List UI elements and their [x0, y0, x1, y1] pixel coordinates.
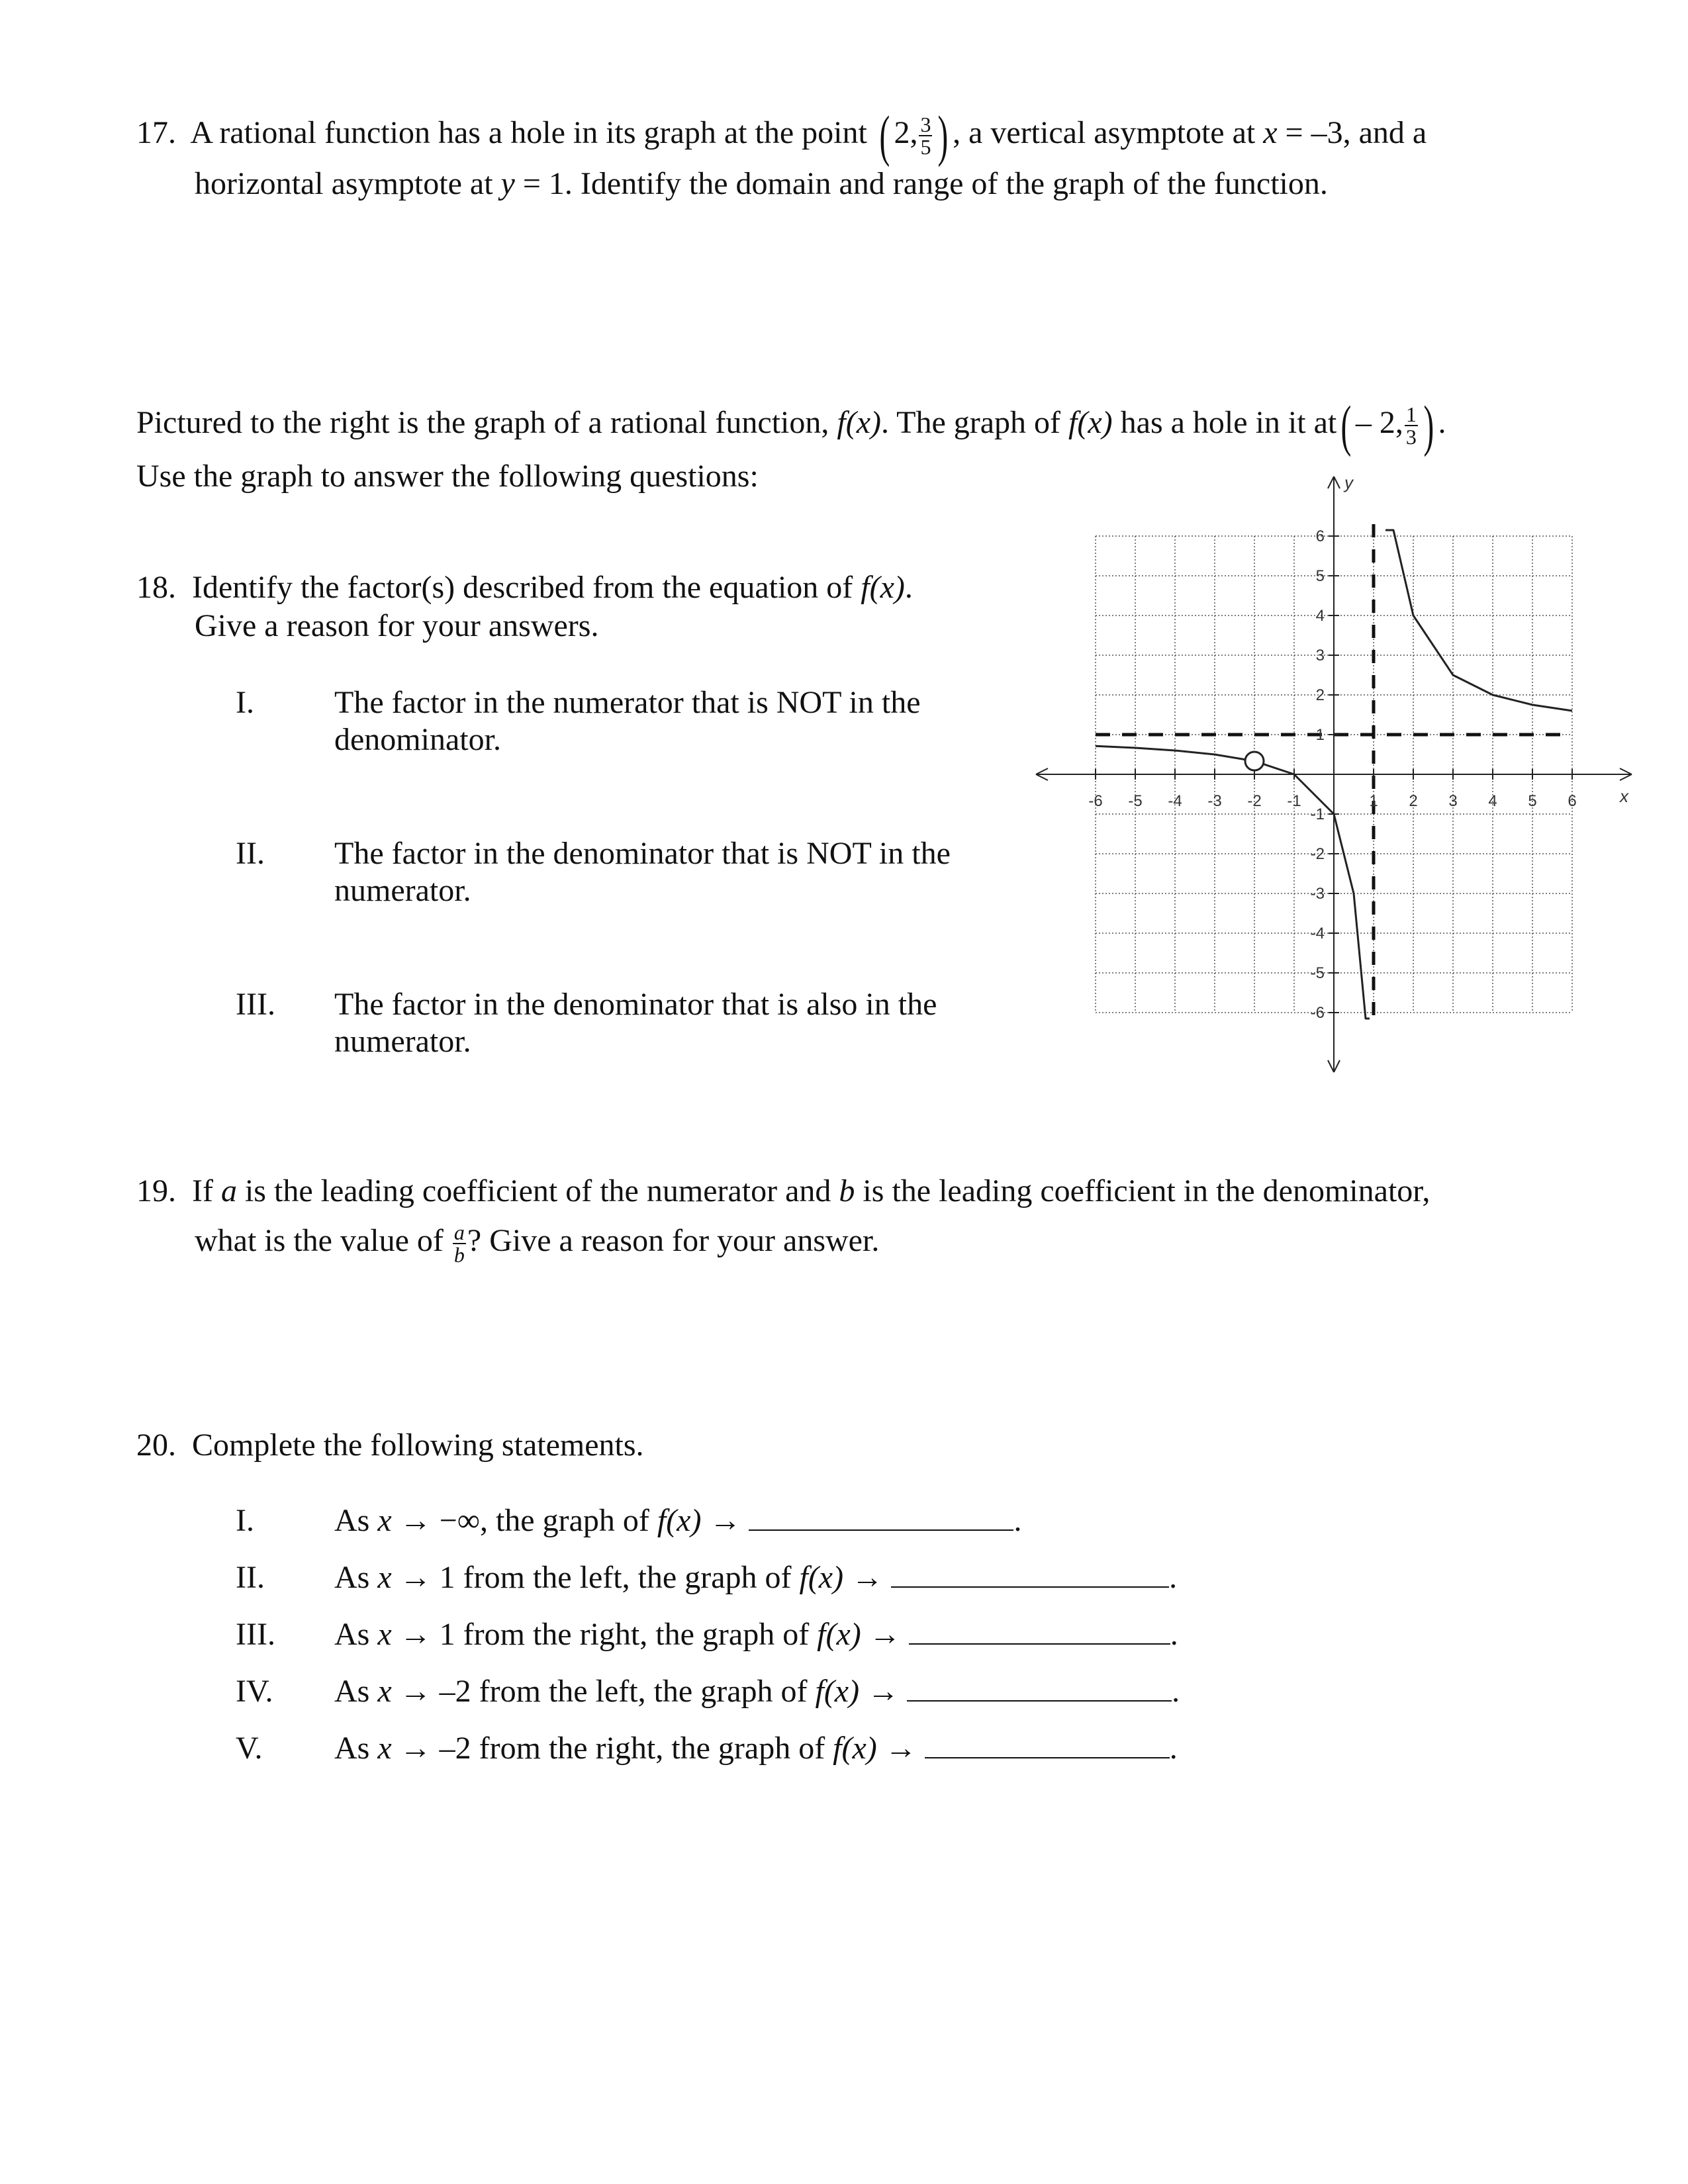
x-tick-label: 5: [1528, 792, 1537, 810]
q20-item-2: As x → 1 from the left, the graph of f(x) → .: [334, 1560, 1178, 1595]
hole-open-circle: [1245, 752, 1264, 770]
y-tick-label: -1: [1310, 805, 1325, 823]
y-tick-label: 4: [1315, 607, 1325, 625]
x-tick-label: -1: [1287, 792, 1301, 810]
q20-item-5-roman: V.: [236, 1731, 263, 1766]
q18-item-1-roman: I.: [236, 685, 254, 720]
q18-item-1-line1: The factor in the numerator that is NOT in the: [334, 685, 921, 720]
x-tick-label: -4: [1168, 792, 1182, 810]
x-tick-label: 3: [1448, 792, 1458, 810]
q20-title-line: 20. Complete the following statements.: [136, 1428, 644, 1463]
q20-item-4: As x → –2 from the left, the graph of f(x) → .: [334, 1674, 1180, 1709]
q20-item-1: As x → −∞, the graph of f(x) → .: [334, 1503, 1022, 1538]
y-tick-label: 6: [1315, 527, 1325, 545]
q18-item-3-roman: III.: [236, 987, 275, 1022]
answer-blank-1[interactable]: [749, 1503, 1013, 1531]
q20-item-3: As x → 1 from the right, the graph of f(x) → .: [334, 1617, 1178, 1652]
intro-line1: Pictured to the right is the graph of a rational function, f(x). The graph of f(x) has a hole in it at( – 2, $\frac{1}{3}$ ) .: [136, 394, 1446, 457]
q18-item-2-roman: II.: [236, 836, 265, 871]
intro-line2: Use the graph to answer the following questions:: [136, 459, 759, 494]
y-tick-label: 3: [1315, 647, 1325, 664]
q17-number: 17.: [136, 115, 176, 151]
x-tick-label: 1: [1369, 792, 1378, 810]
q18-item-2-line1: The factor in the denominator that is NOT in the: [334, 836, 951, 871]
q18-line1: 18. Identify the factor(s) described from the equation of f(x).: [136, 570, 913, 605]
x-tick-label: -6: [1088, 792, 1103, 810]
answer-blank-4[interactable]: [907, 1674, 1172, 1702]
intro-hole-y-fraction: $\frac{1}{3}$: [1405, 402, 1417, 449]
q20-item-3-roman: III.: [236, 1617, 275, 1652]
q19-number: 19.: [136, 1173, 176, 1208]
a-over-b-fraction: $\frac{a}{b}$: [453, 1220, 465, 1267]
x-tick-label: 6: [1568, 792, 1577, 810]
x-axis-label: x: [1620, 786, 1628, 806]
y-tick-label: -2: [1310, 845, 1325, 863]
q20-item-5: As x → –2 from the right, the graph of f(x) → .: [334, 1731, 1178, 1766]
y-tick-label: 5: [1315, 567, 1325, 585]
x-tick-label: 4: [1488, 792, 1497, 810]
answer-blank-3[interactable]: [909, 1617, 1170, 1645]
answer-blank-2[interactable]: [891, 1560, 1169, 1588]
x-tick-label: -2: [1247, 792, 1262, 810]
q17-line1: 17. A rational function has a hole in its graph at the point ( 2, $\frac{3}{5}$ ) , a vertical asymptote at x = –3, and a: [136, 104, 1427, 167]
q18-item-3-line2: numerator.: [334, 1024, 471, 1059]
x-tick-label: -5: [1128, 792, 1143, 810]
q20-item-4-roman: IV.: [236, 1674, 273, 1709]
q20-number: 20.: [136, 1428, 176, 1463]
q20-item-2-roman: II.: [236, 1560, 265, 1595]
y-tick-label: 2: [1315, 686, 1325, 704]
y-tick-label: 1: [1315, 726, 1325, 744]
y-tick-label: -5: [1310, 964, 1325, 982]
q19-line1: 19. If a is the leading coefficient of the numerator and b is the leading coefficient in the denominator,: [136, 1173, 1430, 1208]
q17-line2: horizontal asymptote at y = 1. Identify the domain and range of the graph of the function.: [195, 166, 1328, 201]
x-tick-label: -3: [1207, 792, 1222, 810]
q18-number: 18.: [136, 570, 176, 605]
q20-item-1-roman: I.: [236, 1503, 254, 1538]
q17-hole-y-fraction: $\frac{3}{5}$: [920, 113, 931, 159]
answer-blank-5[interactable]: [925, 1731, 1170, 1758]
q19-line2: what is the value of $\frac{a}{b}$ ? Give a reason for your answer.: [195, 1220, 880, 1267]
y-tick-label: -3: [1310, 885, 1325, 903]
y-tick-label: -6: [1310, 1004, 1325, 1022]
q18-item-3-line1: The factor in the denominator that is also in the: [334, 987, 937, 1022]
x-tick-label: 2: [1409, 792, 1418, 810]
y-axis-label: y: [1344, 473, 1353, 492]
q18-item-2-line2: numerator.: [334, 873, 471, 908]
q18-item-1-line2: denominator.: [334, 722, 501, 757]
curve-branch-1: [1096, 746, 1370, 1019]
y-tick-label: -4: [1310, 925, 1325, 942]
rational-function-graph: [1013, 463, 1635, 1079]
q18-line2: Give a reason for your answers.: [195, 608, 599, 643]
